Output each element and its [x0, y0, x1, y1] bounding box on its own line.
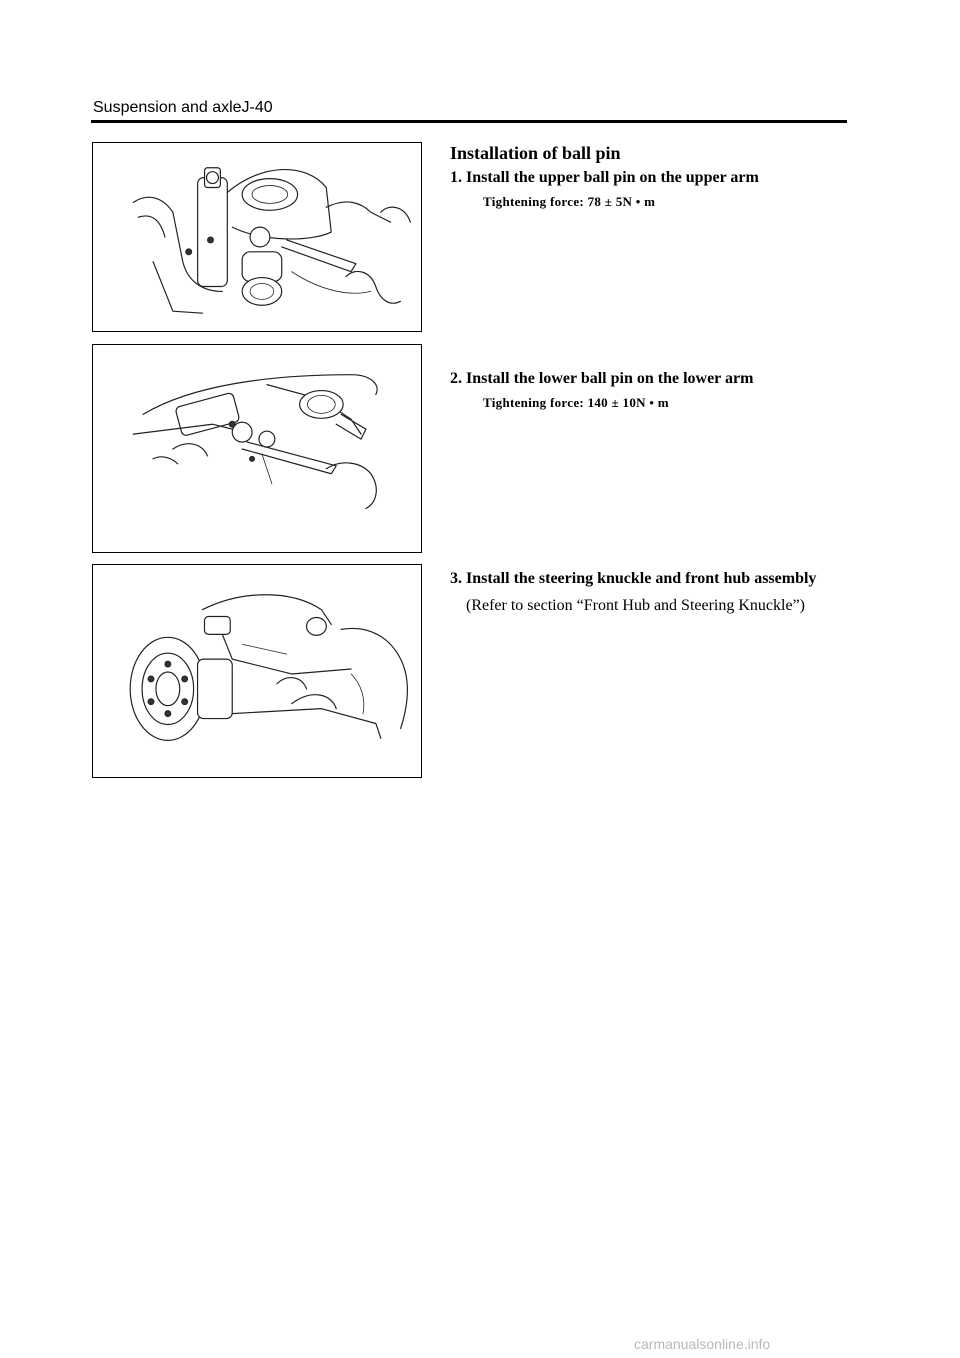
step-3-text: 3. Install the steering knuckle and front hub assembly: [450, 570, 817, 587]
figure-upper-ball-pin: [92, 142, 422, 332]
figure-steering-knuckle-hub: [92, 564, 422, 778]
step-2-torque-spec: Tightening force: 140 ± 10N • m: [483, 395, 669, 410]
site-watermark: carmanualsonline.info: [634, 1336, 771, 1352]
step-1-torque-spec: Tightening force: 78 ± 5N • m: [483, 194, 656, 209]
knuckle-hub-illustration: [93, 565, 421, 777]
upper-arm-illustration: [93, 143, 421, 331]
step-1-text: 1. Install the upper ball pin on the upper arm: [450, 169, 759, 186]
lower-arm-illustration: [93, 345, 421, 552]
step-2-text: 2. Install the lower ball pin on the lower arm: [450, 370, 754, 387]
page-header-title: Suspension and axleJ-40: [93, 99, 273, 116]
figure-lower-ball-pin: [92, 344, 422, 553]
header-divider: [91, 120, 847, 123]
section-title: Installation of ball pin: [450, 143, 621, 163]
step-3-reference-note: (Refer to section “Front Hub and Steering Knuckle”): [466, 597, 806, 614]
